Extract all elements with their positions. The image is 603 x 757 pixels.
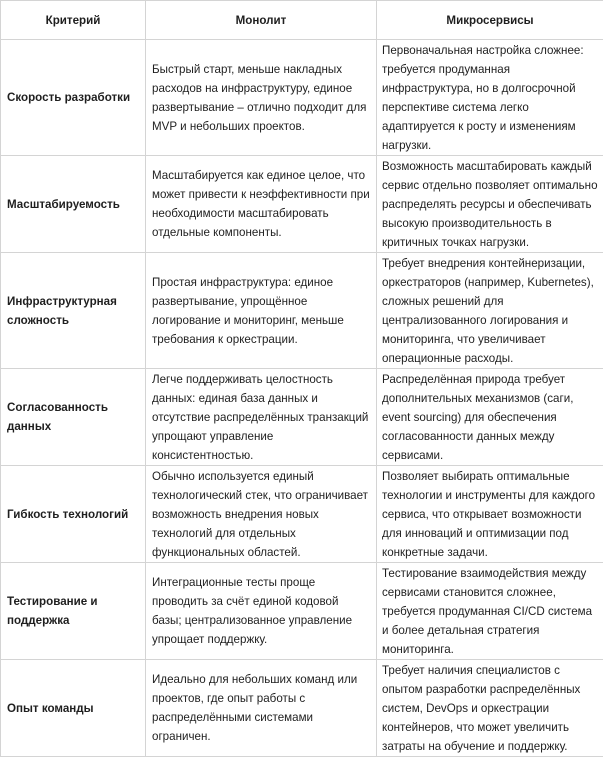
microservices-cell: Позволяет выбирать оптимальные технологии и инструменты для каждого сервиса, что открывает возможности для инноваций и оптимизации под конкретные задачи. xyxy=(377,466,603,563)
monolith-cell: Обычно используется единый технологический стек, что ограничивает возможность внедрения новых технологий для отдельных функциональных областей. xyxy=(146,466,377,563)
header-criterion: Критерий xyxy=(1,1,146,40)
microservices-cell: Распределённая природа требует дополнительных механизмов (саги, event sourcing) для обеспечения согласованности данных между сервисами. xyxy=(377,369,603,466)
microservices-cell: Требует внедрения контейнеризации, оркестраторов (например, Kubernetes), сложных решений для централизованного логирования и мониторинга, что увеличивает операционные расходы. xyxy=(377,253,603,369)
criterion-cell: Опыт команды xyxy=(1,660,146,757)
table-row xyxy=(1,156,603,253)
table-row xyxy=(1,369,603,466)
table-body xyxy=(1,40,603,757)
monolith-cell: Быстрый старт, меньше накладных расходов на инфраструктуру, единое развертывание – отлично подходит для MVP и небольших проектов. xyxy=(146,40,377,156)
criterion-cell: Тестирование и поддержка xyxy=(1,563,146,660)
microservices-cell: Возможность масштабировать каждый сервис отдельно позволяет оптимально распределять ресурсы и обеспечивать высокую производительность в критичных точках нагрузки. xyxy=(377,156,603,253)
microservices-cell: Требует наличия специалистов с опытом разработки распределённых систем, DevOps и оркестрации контейнеров, что может увеличить затраты на обучение и поддержку. xyxy=(377,660,603,757)
monolith-cell: Масштабируется как единое целое, что может привести к неэффективности при необходимости масштабировать отдельные компоненты. xyxy=(146,156,377,253)
table-row xyxy=(1,253,603,369)
monolith-cell: Интеграционные тесты проще проводить за счёт единой кодовой базы; централизованное управление упрощает поддержку. xyxy=(146,563,377,660)
header-microservices: Микросервисы xyxy=(377,1,603,40)
header-monolith: Монолит xyxy=(146,1,377,40)
table-row xyxy=(1,660,603,757)
header-row xyxy=(1,1,603,40)
criterion-cell: Скорость разработки xyxy=(1,40,146,156)
table-row xyxy=(1,466,603,563)
criterion-cell: Согласованность данных xyxy=(1,369,146,466)
monolith-cell: Простая инфраструктура: единое развертывание, упрощённое логирование и мониторинг, меньше требования к оркестрации. xyxy=(146,253,377,369)
criterion-cell: Инфраструктурная сложность xyxy=(1,253,146,369)
criterion-cell: Масштабируемость xyxy=(1,156,146,253)
table-row xyxy=(1,40,603,156)
monolith-cell: Легче поддерживать целостность данных: единая база данных и отсутствие распределённых транзакций упрощают управление консистентностью. xyxy=(146,369,377,466)
monolith-cell: Идеально для небольших команд или проектов, где опыт работы с распределёнными системами ограничен. xyxy=(146,660,377,757)
microservices-cell: Тестирование взаимодействия между сервисами становится сложнее, требуется продуманная CI/CD система и более детальная стратегия мониторинга. xyxy=(377,563,603,660)
table-header xyxy=(1,1,603,40)
criterion-cell: Гибкость технологий xyxy=(1,466,146,563)
microservices-cell: Первоначальная настройка сложнее: требуется продуманная инфраструктура, но в долгосрочной перспективе система легко адаптируется к росту и изменениям нагрузки. xyxy=(377,40,603,156)
table-row xyxy=(1,563,603,660)
